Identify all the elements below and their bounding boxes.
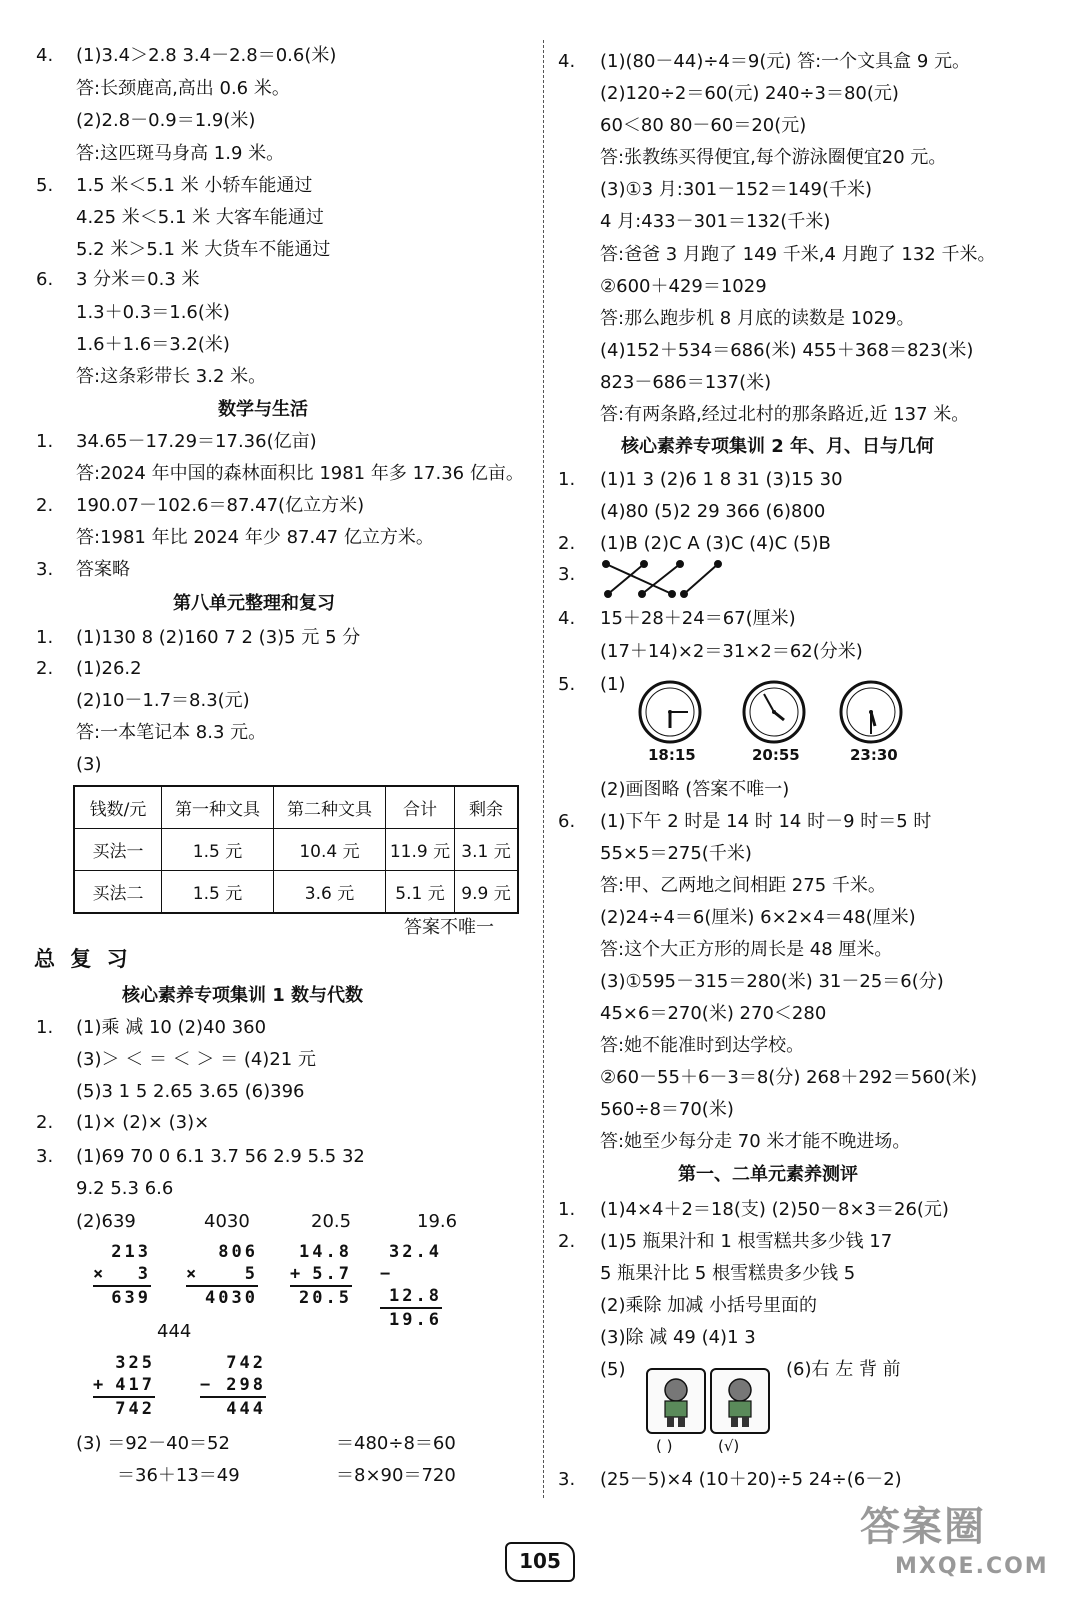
ml1-number: 1. [36,431,54,452]
calc-operand: 32.4 [389,1242,442,1262]
c6-line: 答:她不能准时到达学校。 [600,1035,805,1056]
t2-line: (3)除 减 49 (4)1 3 [600,1327,756,1348]
r1-line: (5)3 1 5 2.65 3.65 (6)396 [76,1081,305,1102]
r3-line: 4030 [204,1211,250,1232]
r3-line: ＝480÷8＝60 [336,1433,456,1454]
calc-operand: 3 [137,1264,151,1284]
c1-number: 1. [558,469,576,490]
q6-line: 1.6＋1.6＝3.2(米) [76,334,230,355]
q6-line: 3 分米＝0.3 米 [76,269,200,290]
vertical-calc [290,1241,352,1309]
u2-line: (2)10－1.7＝8.3(元) [76,690,250,711]
u2-number: 2. [36,658,54,679]
table-header-cell: 第一种文具 [162,786,274,829]
vertical-calc [93,1241,151,1309]
table-cell: 5.1 元 [386,871,455,914]
rq4-line: (3)①3 月:301－152＝149(千米) [600,179,872,200]
calc-operator: − [380,1264,394,1284]
q4-number: 4. [36,45,54,66]
r2-line: (1)× (2)× (3)× [76,1112,210,1133]
child-figure-icon [646,1368,706,1434]
watermark-logo: 答案圈 [860,1504,986,1550]
ml2-line: 答:1981 年比 2024 年少 87.47 亿立方米。 [76,527,434,548]
c6-line: (2)24÷4＝6(厘米) 6×2×4＝48(厘米) [600,907,916,928]
column-divider [543,40,544,1498]
q5-number: 5. [36,175,54,196]
c5-line: (2)画图略 (答案不唯一) [600,779,790,800]
t2-line: (5) [600,1359,626,1380]
table-cell: 11.9 元 [386,829,455,871]
section-heading-core1: 核心素养专项集训 1 数与代数 [122,985,364,1006]
c6-line: 答:这个大正方形的周长是 48 厘米。 [600,939,893,960]
answer-mark: (√) [718,1437,740,1455]
calc-operand: 806 [218,1242,258,1262]
table-cell: 10.4 元 [274,829,386,871]
rq4-line: (2)120÷2＝60(元) 240÷3＝80(元) [600,83,899,104]
q4-line: (2)2.8－0.9＝1.9(米) [76,110,256,131]
calc-result: 639 [93,1285,151,1309]
t3-number: 3. [558,1469,576,1490]
q5-line: 4.25 米＜5.1 米 大客车能通过 [76,207,324,228]
c6-line: 45×6＝270(米) 270＜280 [600,1003,827,1024]
r3-line: 20.5 [311,1211,352,1232]
c4-line: 15＋28＋24＝67(厘米) [600,608,796,629]
r2-number: 2. [36,1112,54,1133]
table-cell: 买法一 [74,829,162,871]
q5-line: 5.2 米＞5.1 米 大货车不能通过 [76,239,331,260]
table-cell: 3.1 元 [455,829,519,871]
vertical-calc [186,1241,258,1309]
table-header-cell: 钱数/元 [74,786,162,829]
rq4-line: 答:张教练买得便宜,每个游泳圈便宜20 元。 [600,147,947,168]
calc-result: 20.5 [290,1285,352,1309]
calc-operand: 14.8 [299,1242,352,1262]
c6-number: 6. [558,811,576,832]
t2-number: 2. [558,1231,576,1252]
clock-time-label: 20:55 [752,746,800,764]
rq4-number: 4. [558,51,576,72]
table-cell: 3.6 元 [274,871,386,914]
vertical-calc [93,1352,155,1420]
q6-line: 1.3＋0.3＝1.6(米) [76,302,230,323]
calc-operand: 298 [226,1375,266,1395]
calc-operand: 5 [244,1264,258,1284]
r3-line: ＝8×90＝720 [336,1465,456,1486]
u1-number: 1. [36,627,54,648]
table-cell: 1.5 元 [162,829,274,871]
q4-line: 答:长颈鹿高,高出 0.6 米。 [76,78,290,99]
vertical-calc [200,1352,266,1420]
q4-line: 答:这匹斑马身高 1.9 米。 [76,143,285,164]
rq4-line: 答:那么跑步机 8 月底的读数是 1029。 [600,308,915,329]
section-heading-math-life: 数学与生活 [218,399,308,420]
table-row [74,829,518,871]
calc-operand: 742 [226,1353,266,1373]
t3-line: (25－5)×4 (10＋20)÷5 24÷(6－2) [600,1469,902,1490]
section-heading-core2: 核心素养专项集训 2 年、月、日与几何 [621,436,935,457]
calc-operator: + [290,1264,304,1284]
clock-time-label: 23:30 [850,746,898,764]
u2-line: 答:一本笔记本 8.3 元。 [76,722,267,743]
r1-number: 1. [36,1017,54,1038]
c1-line: (4)80 (5)2 29 366 (6)800 [600,501,826,522]
c5-line: (1) [600,674,626,695]
section-heading-review: 总 复 习 [34,947,132,971]
r3-line: 444 [157,1321,192,1342]
calc-operand: 213 [111,1242,151,1262]
calc-operator: + [93,1375,107,1395]
c3-number: 3. [558,564,576,585]
c6-line: (1)下午 2 时是 14 时 14 时－9 时＝5 时 [600,811,932,832]
clock-icon [742,680,806,744]
calc-result: 444 [200,1396,266,1420]
answer-mark: ( ) [656,1437,673,1455]
c1-line: (1)1 3 (2)6 1 8 31 (3)15 30 [600,469,843,490]
t2-line: (2)乘除 加减 小括号里面的 [600,1295,817,1316]
q5-line: 1.5 米＜5.1 米 小轿车能通过 [76,175,313,196]
r1-line: (3)＞ ＜ ＝ ＜ ＞ ＝ (4)21 元 [76,1049,316,1070]
calc-operand: 12.8 [389,1286,442,1306]
ml2-number: 2. [36,495,54,516]
rq4-line: 答:有两条路,经过北村的那条路近,近 137 米。 [600,404,970,425]
section-heading-unit12: 第一、二单元素养测评 [678,1164,858,1185]
r1-line: (1)乘 减 10 (2)40 360 [76,1017,267,1038]
c6-line: 答:甲、乙两地之间相距 275 千米。 [600,875,886,896]
c4-line: (17＋14)×2＝31×2＝62(分米) [600,641,863,662]
rq4-line: (1)(80－44)÷4＝9(元) 答:一个文具盒 9 元。 [600,51,971,72]
c2-number: 2. [558,533,576,554]
section-heading-unit8: 第八单元整理和复习 [173,593,335,614]
t2-line: 5 瓶果汁比 5 根雪糕贵多少钱 5 [600,1263,856,1284]
rq4-line: ②600＋429＝1029 [600,276,767,297]
matching-lines-figure [602,558,732,600]
ml3-number: 3. [36,559,54,580]
c2-line: (1)B (2)C A (3)C (4)C (5)B [600,533,831,554]
calc-operator: × [93,1264,107,1284]
r3-line: (3) ＝92－40＝52 [76,1433,230,1454]
table-header-cell: 第二种文具 [274,786,386,829]
clock-icon [839,680,903,744]
u2-line: (3) [76,754,102,775]
c5-number: 5. [558,674,576,695]
r3-line: 9.2 5.3 6.6 [76,1178,174,1199]
table-cell: 买法二 [74,871,162,914]
c6-line: (3)①595－315＝280(米) 31－25＝6(分) [600,971,944,992]
r3-number: 3. [36,1146,54,1167]
c6-line: 55×5＝275(千米) [600,843,752,864]
r3-line: (2)639 [76,1211,136,1232]
ml1-line: 答:2024 年中国的森林面积比 1981 年多 17.36 亿亩。 [76,463,524,484]
calc-operand: 325 [115,1353,155,1373]
calc-operand: 417 [115,1375,155,1395]
r3-line: 19.6 [417,1211,458,1232]
table-header-cell: 合计 [386,786,455,829]
child-figure-icon [710,1368,770,1434]
ml3-line: 答案略 [76,559,130,580]
calc-operator: × [186,1264,200,1284]
q4-line: (1)3.4＞2.8 3.4－2.8＝0.6(米) [76,45,337,66]
rq4-line: 823－686＝137(米) [600,372,772,393]
table-header-cell: 剩余 [455,786,519,829]
ml1-line: 34.65－17.29＝17.36(亿亩) [76,431,317,452]
table-row [74,871,518,914]
c6-line: ②60－55＋6－3＝8(分) 268＋292＝560(米) [600,1067,978,1088]
t1-number: 1. [558,1199,576,1220]
clock-icon [638,680,702,744]
c6-line: 答:她至少每分走 70 米才能不晚进场。 [600,1131,911,1152]
q6-line: 答:这条彩带长 3.2 米。 [76,366,267,387]
u1-line: (1)130 8 (2)160 7 2 (3)5 元 5 分 [76,627,361,648]
ml2-line: 190.07－102.6＝87.47(亿立方米) [76,495,365,516]
c4-number: 4. [558,608,576,629]
rq4-line: 4 月:433－301＝132(千米) [600,211,831,232]
vertical-calc [380,1241,442,1331]
table-cell: 9.9 元 [455,871,519,914]
calc-result: 19.6 [380,1307,442,1331]
t1-line: (1)4×4＋2＝18(支) (2)50－8×3＝26(元) [600,1199,949,1220]
r3-line: ＝36＋13＝49 [117,1465,240,1486]
t2-line: (6)右 左 背 前 [786,1359,901,1380]
c6-line: 560÷8＝70(米) [600,1099,734,1120]
table-cell: 1.5 元 [162,871,274,914]
calc-operator: − [200,1375,214,1395]
calc-result: 4030 [186,1285,258,1309]
rq4-line: 答:爸爸 3 月跑了 149 千米,4 月跑了 132 千米。 [600,244,996,265]
calc-result: 742 [93,1396,155,1420]
page-number: 105 [505,1542,575,1582]
purchase-table [73,785,519,914]
clock-time-label: 18:15 [648,746,696,764]
r3-line: (1)69 70 0 6.1 3.7 56 2.9 5.5 32 [76,1146,365,1167]
rq4-line: (4)152＋534＝686(米) 455＋368＝823(米) [600,340,974,361]
q6-number: 6. [36,269,54,290]
table-header-row [74,786,518,829]
rq4-line: 60＜80 80－60＝20(元) [600,115,807,136]
table-note: 答案不唯一 [404,917,494,938]
t2-line: (1)5 瓶果汁和 1 根雪糕共多少钱 17 [600,1231,893,1252]
u2-line: (1)26.2 [76,658,142,679]
watermark-url: MXQE.COM [895,1554,1049,1579]
calc-operand: 5.7 [312,1264,352,1284]
